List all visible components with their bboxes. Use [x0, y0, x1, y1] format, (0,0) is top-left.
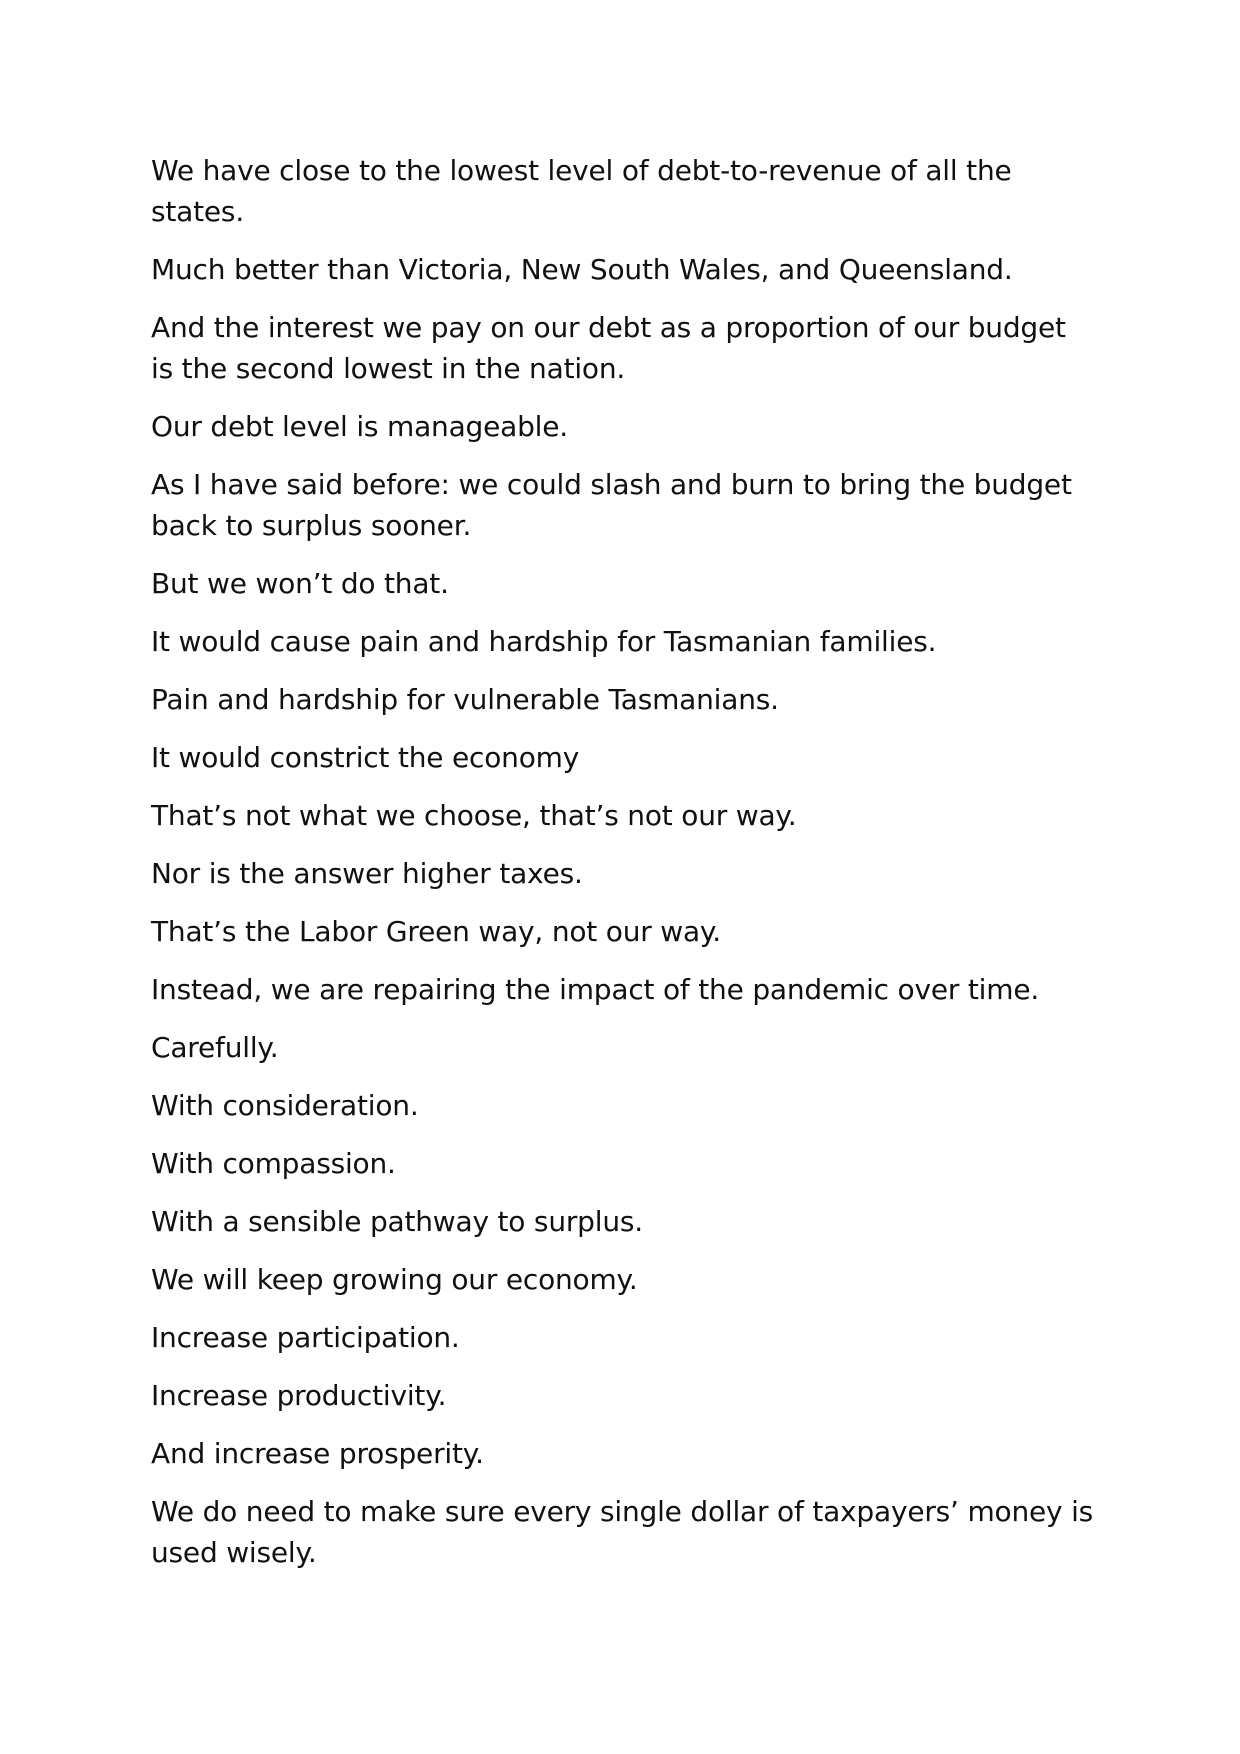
paragraph — [151, 621, 1091, 662]
paragraph — [151, 307, 1091, 389]
paragraph — [151, 1027, 1091, 1068]
paragraph — [151, 911, 1091, 952]
paragraph — [151, 1491, 1094, 1573]
text-line: used wisely. — [151, 1536, 317, 1569]
text-line: It would cause pain and hardship for Tasmanian families. — [151, 625, 937, 658]
text-line: With compassion. — [151, 1147, 396, 1180]
paragraph — [151, 1375, 1091, 1416]
text-line: As I have said before: we could slash and burn to bring the budget — [151, 468, 1072, 501]
text-line: states. — [151, 195, 245, 228]
text-line: It would constrict the economy — [151, 741, 580, 774]
paragraph — [151, 249, 1091, 290]
text-line: We have close to the lowest level of debt-to-revenue of all the — [151, 154, 1012, 187]
paragraph — [151, 853, 1091, 894]
text-line: Increase productivity. — [151, 1379, 447, 1412]
paragraph — [151, 1317, 1091, 1358]
paragraph — [151, 795, 1091, 836]
text-line: That’s the Labor Green way, not our way. — [151, 915, 722, 948]
text-line: Carefully. — [151, 1031, 279, 1064]
text-line: Instead, we are repairing the impact of the pandemic over time. — [151, 973, 1040, 1006]
paragraph — [151, 563, 1091, 604]
paragraph — [151, 1143, 1091, 1184]
paragraph — [151, 406, 1091, 447]
paragraph — [151, 150, 1091, 232]
paragraph — [151, 1259, 1091, 1300]
text-line: Much better than Victoria, New South Wales, and Queensland. — [151, 253, 1013, 286]
paragraph — [151, 679, 1091, 720]
paragraph — [151, 1201, 1091, 1242]
speech-text-body — [151, 150, 1094, 1590]
text-line: Increase participation. — [151, 1321, 460, 1354]
text-line: Our debt level is manageable. — [151, 410, 568, 443]
paragraph — [151, 464, 1091, 546]
paragraph — [151, 969, 1091, 1010]
text-line: And the interest we pay on our debt as a proportion of our budget — [151, 311, 1066, 344]
text-line: We will keep growing our economy. — [151, 1263, 638, 1296]
text-line: With consideration. — [151, 1089, 419, 1122]
text-line: Pain and hardship for vulnerable Tasmanians. — [151, 683, 779, 716]
text-line: is the second lowest in the nation. — [151, 352, 626, 385]
text-line: And increase prosperity. — [151, 1437, 484, 1470]
paragraph — [151, 1433, 1091, 1474]
paragraph — [151, 1085, 1091, 1126]
text-line: With a sensible pathway to surplus. — [151, 1205, 643, 1238]
text-line: That’s not what we choose, that’s not our way. — [151, 799, 797, 832]
text-line: Nor is the answer higher taxes. — [151, 857, 583, 890]
text-line: But we won’t do that. — [151, 567, 449, 600]
text-line: back to surplus sooner. — [151, 509, 472, 542]
paragraph — [151, 737, 1091, 778]
text-line: We do need to make sure every single dollar of taxpayers’ money is — [151, 1495, 1094, 1528]
